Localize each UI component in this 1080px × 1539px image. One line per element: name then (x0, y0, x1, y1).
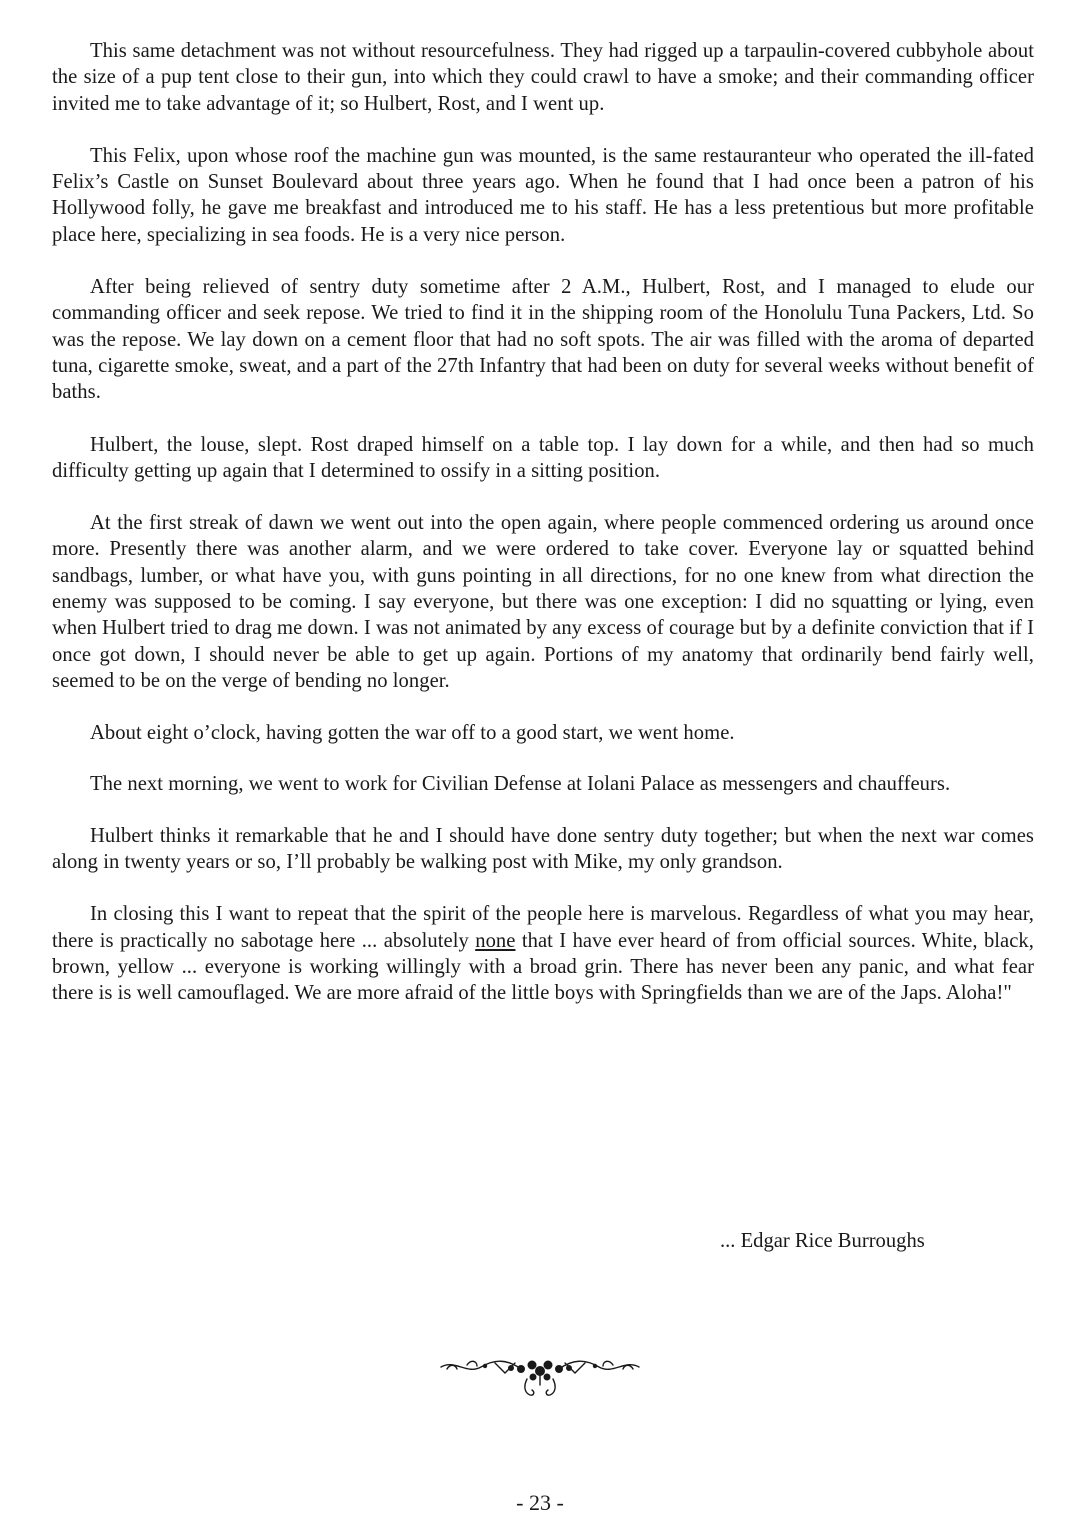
vine-ornament-icon (437, 1355, 643, 1405)
closing-text-before: In closing this I want to repeat that the spirit of the people here is marvelous. Regardless of what you may hear, there is practically no sabotage here ... absolutely (52, 903, 1034, 952)
paragraph-detachment: This same detachment was not without resourcefulness. They had rigged up a tarpaulin-covered cubbyhole about the size of a pup tent close to their gun, into which they could crawl to have a smoke; and their commanding officer invited me to take advantage of it; so Hulbert, Rost, and I went up. (52, 40, 1034, 115)
paragraph-next-war: Hulbert thinks it remarkable that he and I should have done sentry duty together; but when the next war comes along in twenty years or so, I’ll probably be walking post with Mike, my only grandson. (52, 824, 1034, 874)
paragraph-dawn: At the first streak of dawn we went out into the open again, where people commenced ordering us around once more. Presently there was another alarm, and we were ordered to take cover. Everyone lay or squatted behind sandbags, lumber, or what have you, with guns pointing in all directions, for no one knew from what direction the enemy was supposed to be coming. I say everyone, but there was one exception: I did no squatting or lying, even when Hulbert tried to drag me down. I was not animated by any excess of courage but by a definite conviction that if I once got down, I should never be able to get up again. Portions of my anatomy that ordinarily bend fairly well, seemed to be on the verge of bending no longer. (52, 512, 1034, 692)
paragraph-hulbert-slept: Hulbert, the louse, slept. Rost draped himself on a table top. I lay down for a while, and then had so much difficulty getting up again that I determined to ossify in a sitting position. (52, 433, 1034, 482)
signature: ... Edgar Rice Burroughs (720, 1230, 925, 1252)
paragraph-went-home: About eight o’clock, having gotten the war off to a good start, we went home. (90, 722, 735, 745)
closing-text-after: that I have ever heard of from official sources. White, black, brown, yellow ... everyone is working willingly with a broad grin. There has never been any panic, and what fear there is is well camouflaged. We are more afraid of the little boys with Springfields than we are of the Japs. Aloha!" (52, 929, 1034, 1005)
closing-emphasis: none (475, 929, 516, 952)
paragraph-sentry-duty: After being relieved of sentry duty sometime after 2 A.M., Hulbert, Rost, and I managed to elude our commanding officer and seek repose. We tried to find it in the shipping room of the Honolulu Tuna Packers, Ltd. So was the repose. We lay down on a cement floor that had no soft spots. The air was filled with the aroma of departed tuna, cigarette smoke, sweat, and a part of the 27th Infantry that had been on duty for several weeks without benefit of baths. (52, 276, 1034, 404)
page-number: - 23 - (516, 1490, 564, 1515)
paragraph-closing (52, 901, 1034, 1006)
paragraph-felix: This Felix, upon whose roof the machine gun was mounted, is the same restauranteur who operated the ill-fated Felix’s Castle on Sunset Boulevard about three years ago. When he found that I had once been a patron of his Hollywood folly, he gave me breakfast and introduced me to his staff. He has a less pretentious but more profitable place here, specializing in sea foods. He is a very nice person. (52, 144, 1034, 246)
document-body (52, 38, 1034, 1033)
paragraph-civilian-defense: The next morning, we went to work for Civilian Defense at Iolani Palace as messengers and chauffeurs. (90, 772, 951, 795)
